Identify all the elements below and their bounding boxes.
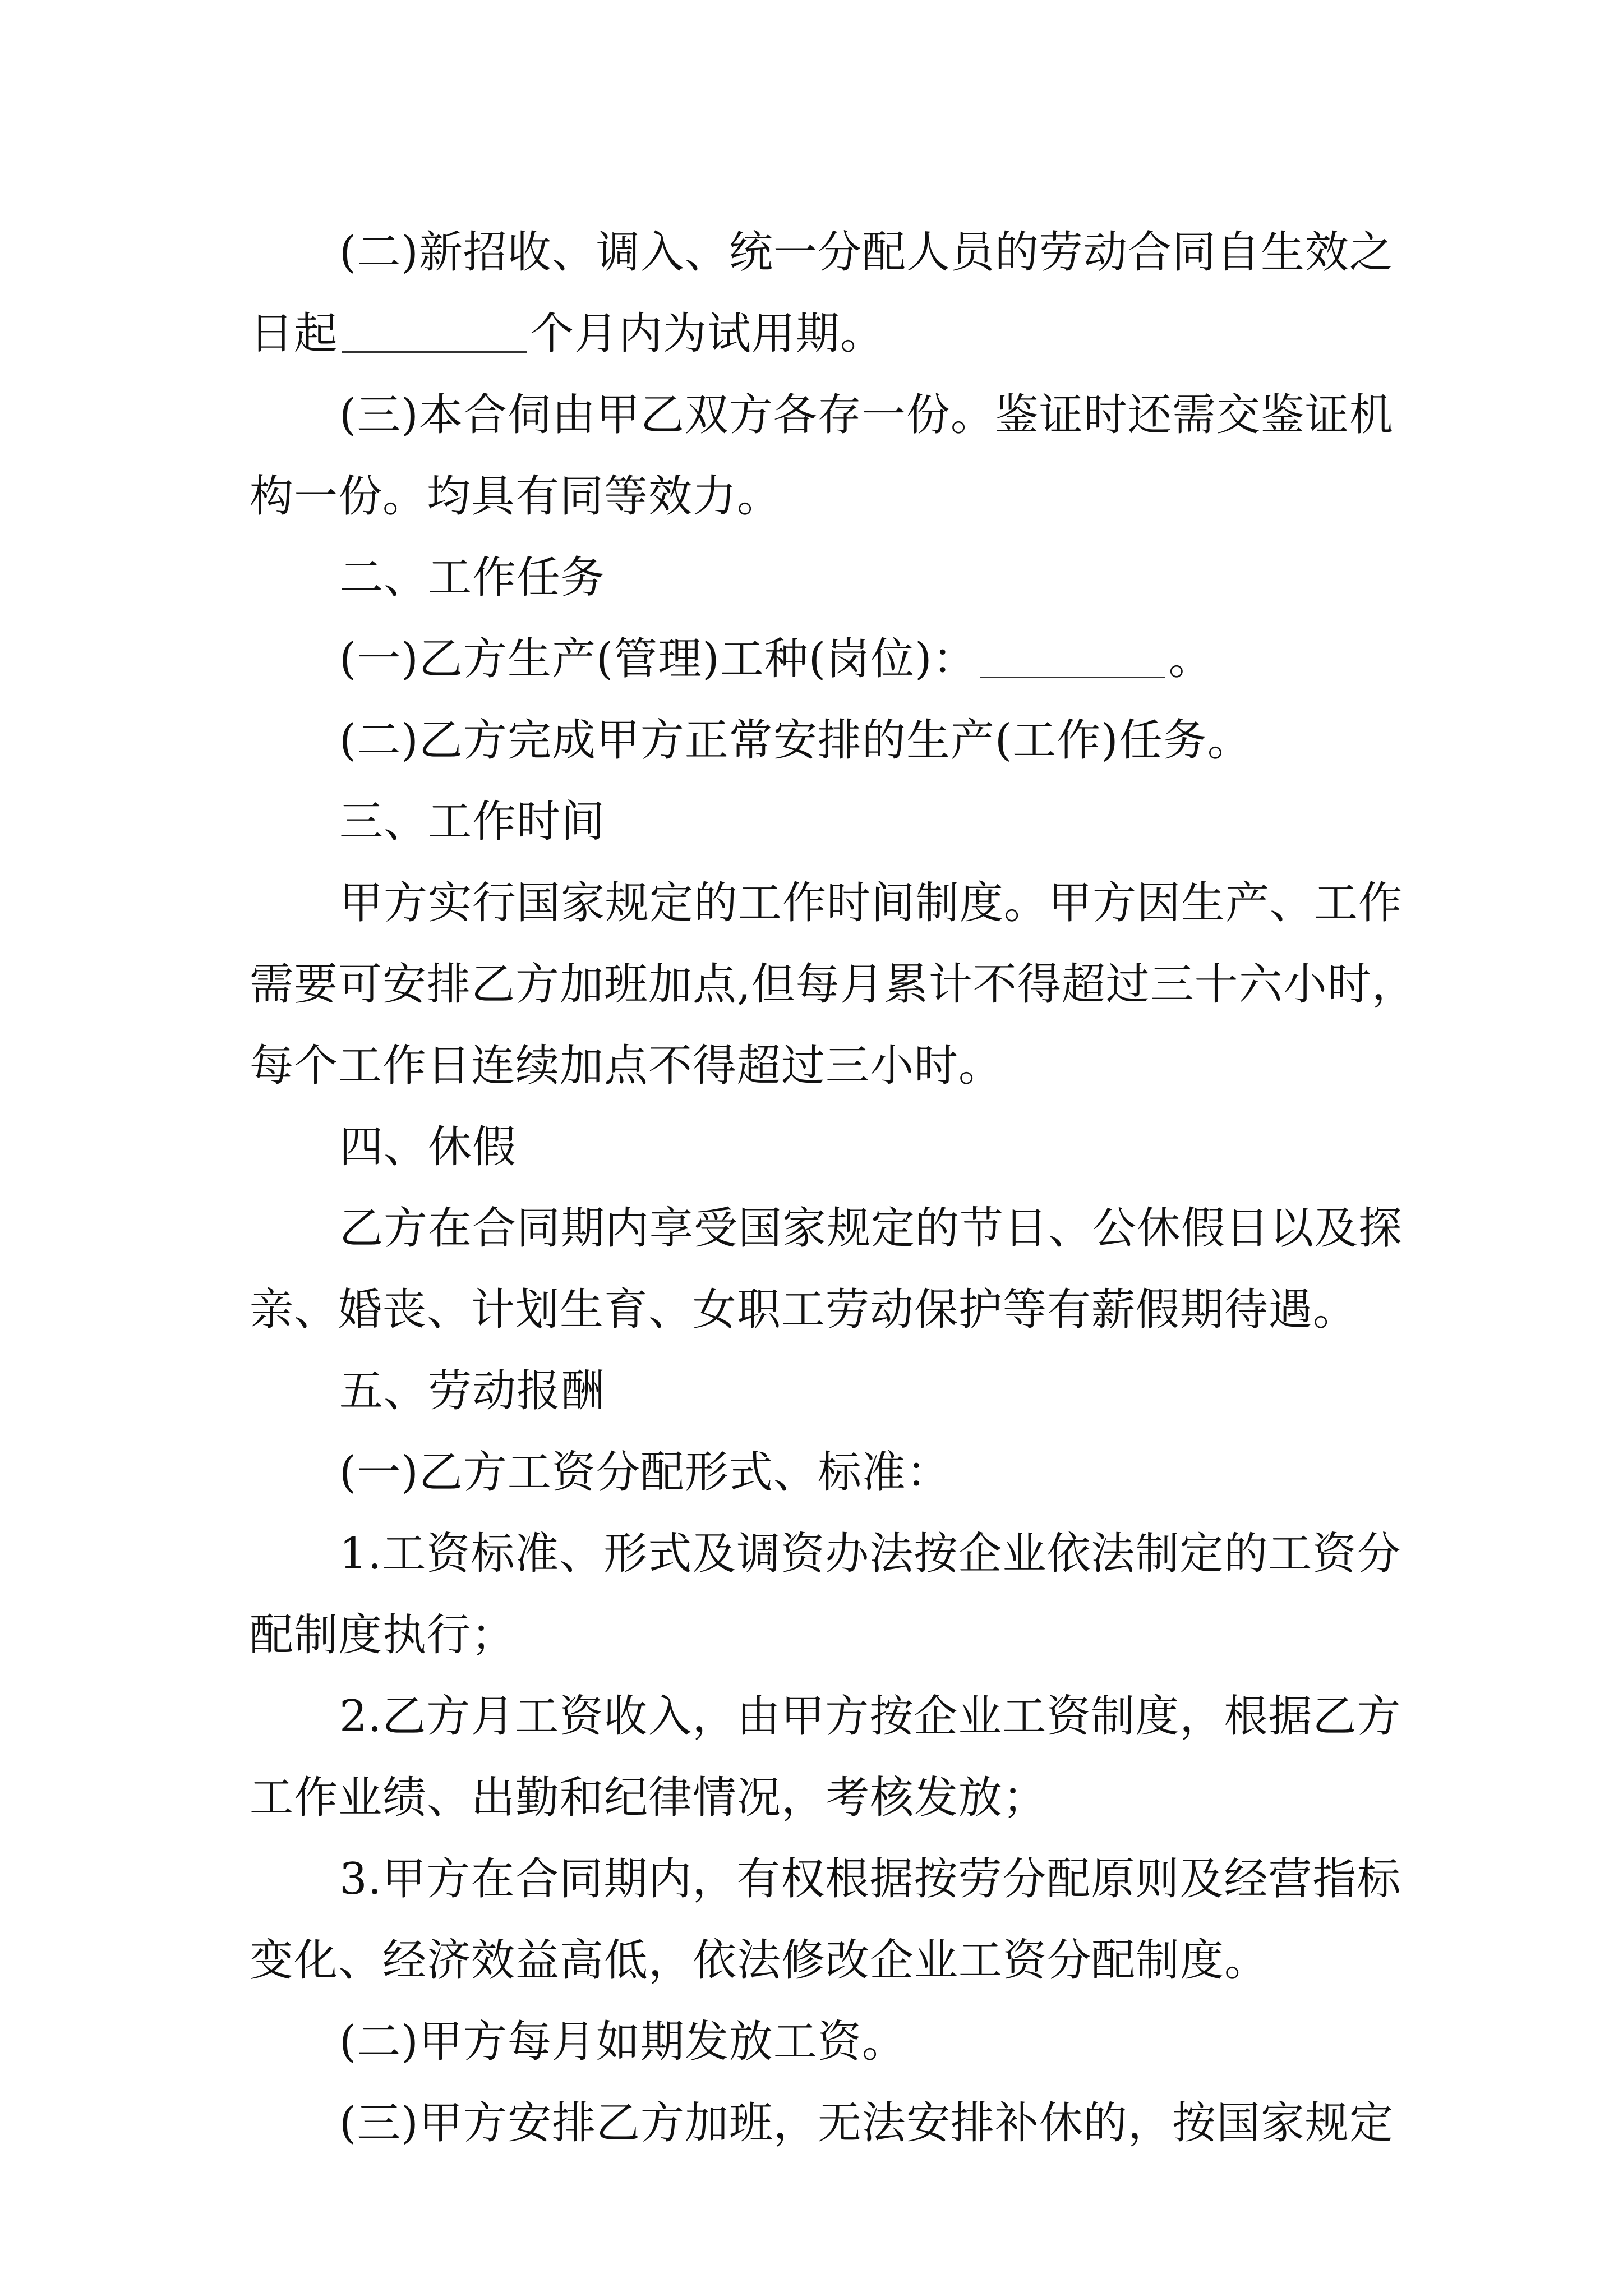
section-heading: 三、工作时间 (339, 797, 606, 847)
line-text-after-blank: 。 (1168, 634, 1213, 684)
paragraph-line: 每个工作日连续加点不得超过三小时。 (250, 1041, 1003, 1091)
line-text-before-blank: (一)乙方生产(管理)工种(岗位)： (339, 634, 977, 684)
paragraph-line: (一)乙方工资分配形式、标准： (339, 1447, 951, 1498)
paragraph-line: 构一份。均具有同等效力。 (250, 471, 782, 522)
section-heading: 四、休假 (339, 1122, 517, 1172)
paragraph-line: 亲、婚丧、计划生育、女职工劳动保护等有薪假期待遇。 (250, 1285, 1358, 1335)
paragraph-line: 工作业绩、出勤和纪律情况，考核发放； (250, 1773, 1048, 1823)
paragraph-line: 需要可安排乙方加班加点,但每月累计不得超过三十六小时， (250, 959, 1416, 1010)
paragraph-line: (三)甲方安排乙方加班，无法安排补休的，按国家规定 (339, 2098, 1394, 2148)
paragraph-line: (二)新招收、调入、统一分配人员的劳动合同自生效之 (339, 227, 1394, 278)
paragraph-line: (三)本合伺由甲乙双方各存一份。鉴证时还需交鉴证机 (339, 390, 1394, 440)
document-body (250, 212, 1416, 2164)
paragraph-line: 变化、经济效益高低，依法修改企业工资分配制度。 (250, 1935, 1269, 1986)
paragraph-line-with-blank (250, 293, 1385, 375)
paragraph-line: 2.乙方月工资收入，由甲方按企业工资制度，根据乙方 (339, 1691, 1401, 1742)
paragraph-line: 乙方在合同期内享受国家规定的节日、公休假日以及探 (339, 1203, 1403, 1254)
paragraph-line: 1.工资标准、形式及调资办法按企业依法制定的工资分 (339, 1529, 1401, 1579)
paragraph-line-with-blank (250, 619, 1385, 700)
fill-in-blank (342, 351, 527, 353)
line-text-after-blank: 个月内为试用期。 (530, 309, 885, 359)
paragraph-line: 3.甲方在合同期内，有权根据按劳分配原则及经营指标 (339, 1854, 1401, 1904)
section-heading: 五、劳动报酬 (339, 1366, 606, 1416)
section-heading: 二、工作任务 (339, 553, 606, 603)
fill-in-blank (980, 676, 1165, 678)
paragraph-line: 配制度执行； (250, 1610, 516, 1660)
paragraph-line: (二)甲方每月如期发放工资。 (339, 2017, 906, 2067)
line-text-before-blank: 日起 (250, 309, 339, 359)
paragraph-line: 甲方实行国家规定的工作时间制度。甲方因生产、工作 (339, 878, 1403, 928)
paragraph-line: (二)乙方完成甲方正常安排的生产(工作)任务。 (339, 715, 1252, 766)
